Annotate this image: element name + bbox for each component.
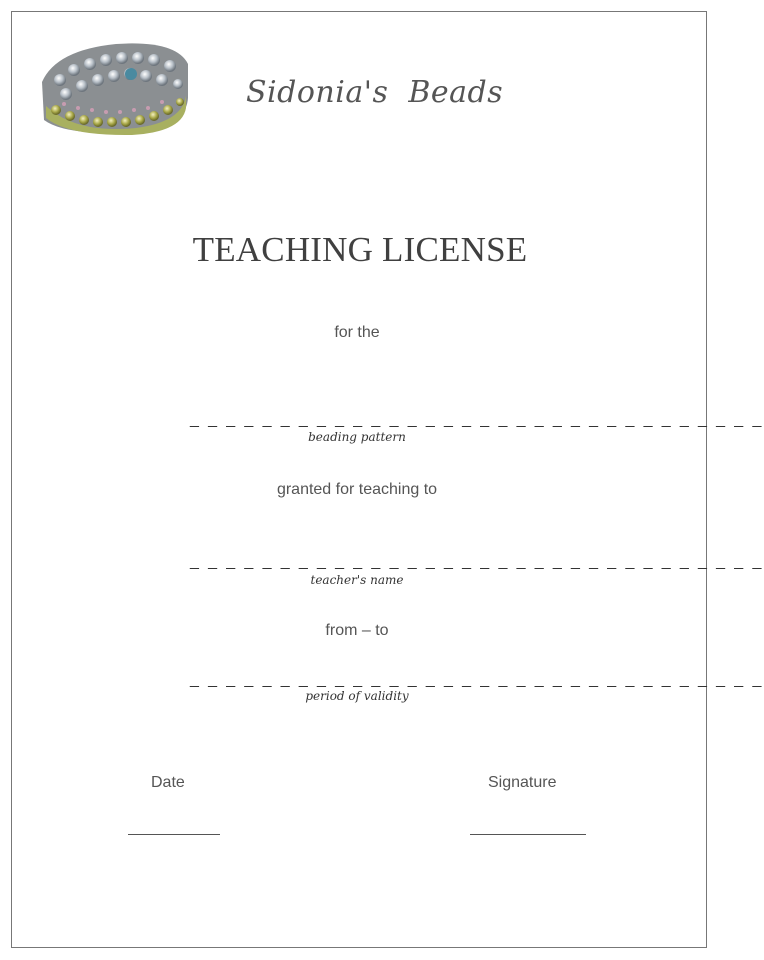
brand-logo — [246, 70, 504, 114]
intro-text: for the — [334, 324, 380, 341]
validity-caption: period of validity — [305, 689, 409, 703]
from-to-text: from – to — [325, 622, 389, 639]
certificate-frame — [11, 11, 764, 948]
signature-label: Signature — [488, 774, 557, 791]
certificate-title: TEACHING LICENSE — [192, 230, 528, 269]
teacher-blank-line[interactable]: _ _ _ _ _ _ _ _ _ _ _ _ _ _ _ _ _ _ _ _ _ _ _ _ _ _ _ _ _ _ _ _ — [190, 553, 764, 570]
brand-name-right: Beads — [408, 74, 504, 110]
granted-text: granted for teaching to — [276, 481, 438, 498]
teacher-caption: teacher's name — [310, 573, 404, 587]
pattern-blank-line[interactable]: _ _ _ _ _ _ _ _ _ _ _ _ _ _ _ _ _ _ _ _ _ _ _ _ _ _ _ _ _ _ _ _ — [190, 411, 764, 428]
signature-line[interactable] — [470, 834, 586, 835]
brand-name-left: Sidonia's — [246, 74, 389, 110]
bracelet-photo — [36, 36, 194, 136]
validity-blank-line[interactable]: _ _ _ _ _ _ _ _ _ _ _ _ _ _ _ _ _ _ _ _ _ _ _ _ _ _ _ _ _ _ _ _ — [190, 671, 764, 688]
date-line[interactable] — [128, 834, 220, 835]
date-label: Date — [151, 774, 185, 791]
pattern-caption: beading pattern — [308, 430, 406, 444]
